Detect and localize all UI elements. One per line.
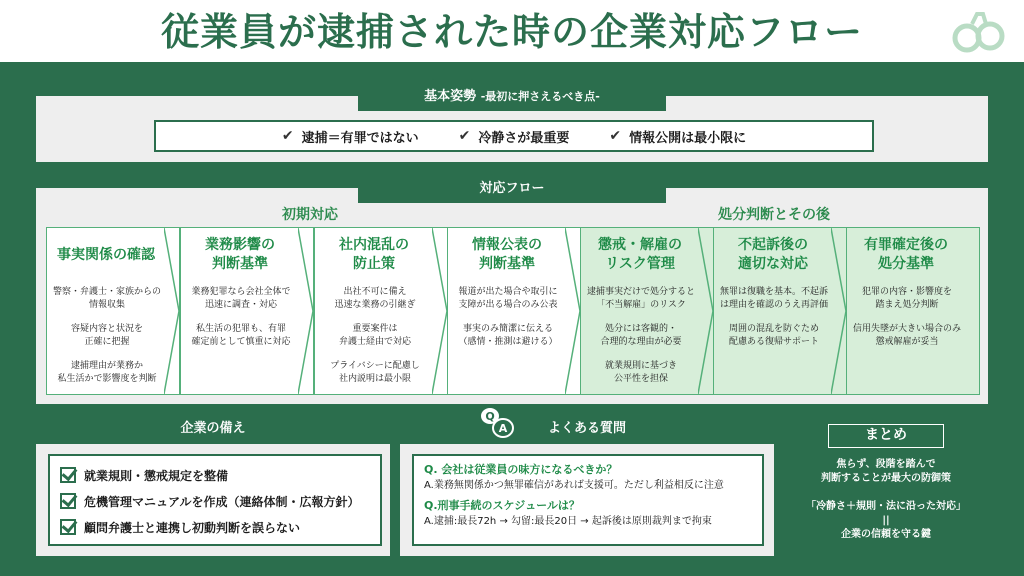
basic-stance-subtitle: -最初に押さえるべき点- — [480, 90, 600, 103]
flow-step-text: 事実のみ簡潔に伝える （感情・推測は避ける） — [458, 324, 558, 347]
prep-item-label: 就業規則・懲戒規定を整備 — [84, 468, 229, 483]
flow-step-title: 懲戒・解雇の リスク管理 — [598, 237, 682, 272]
summary-line: 企業の信頼を守る鍵 — [841, 529, 931, 540]
flow-arrow-icon — [565, 228, 581, 394]
basic-item-label: 冷静さが最重要 — [478, 130, 570, 146]
checkbox-checked-icon — [60, 519, 76, 535]
summary-line: || — [882, 515, 890, 526]
flow-step-text: 無罪は復職を基本。不起訴 は理由を確認のうえ再評価 — [719, 287, 828, 310]
prep-item-label: 危機管理マニュアルを作成（連絡体制・広報方針） — [84, 494, 360, 509]
summary-line: 「冷静さ＋規則・法に沿った対応」 — [806, 501, 966, 512]
phase-decision-label: 処分判断とその後 — [718, 207, 830, 223]
flow-step-text: 私生活の犯罪も、有罪 確定前として慎重に対応 — [191, 324, 291, 347]
flow-step-text: 逮捕事実だけで処分すると 「不当解雇」のリスク — [586, 287, 695, 310]
qa-bubble-icon — [478, 404, 518, 442]
check-icon: ✔ — [609, 128, 622, 144]
flow-step-text: 報道が出た場合や取引に 支障が出る場合のみ公表 — [458, 287, 558, 310]
summary-header: まとめ — [828, 424, 944, 448]
flow-arrow-icon — [298, 228, 314, 394]
prep-item — [60, 488, 370, 514]
faq-box — [412, 454, 764, 546]
flow-step-body — [452, 286, 564, 360]
prep-item — [60, 462, 370, 488]
flow-step-text: 出社不可に備え 迅速な業務の引継ぎ — [334, 287, 416, 310]
basic-item-label: 情報公開は最小限に — [629, 130, 747, 146]
flow-step — [180, 227, 314, 395]
flow-step-body — [585, 286, 697, 397]
basic-item — [282, 127, 419, 146]
flow-step — [713, 227, 847, 395]
svg-text:A: A — [498, 422, 508, 435]
preparation-box — [48, 454, 382, 546]
flow-step-title: 不起訴後の 適切な対応 — [738, 237, 808, 272]
flow-step-text: 犯罪の内容・影響度を 踏まえ処分判断 — [861, 287, 952, 310]
prep-item — [60, 514, 370, 540]
faq-answer: A.業務無関係かつ無罪確信があれば支援可。ただし利益相反に注意 — [424, 480, 724, 491]
flow-arrow-icon — [831, 228, 847, 394]
svg-text:Q: Q — [485, 410, 495, 423]
flow-step — [46, 227, 180, 395]
page-title: 従業員が逮捕された時の企業対応フロー — [160, 9, 863, 54]
flow-arrow-icon — [164, 228, 180, 394]
flow-step — [580, 227, 714, 395]
flow-step-body — [51, 286, 163, 397]
flow-step-title: 有罪確定後の 処分基準 — [864, 237, 948, 272]
flow-step-body — [319, 286, 431, 397]
basic-stance-header — [358, 83, 666, 111]
basic-item — [459, 127, 570, 146]
flow-step-text: 周囲の混乱を防ぐため 配慮ある復帰サポート — [728, 324, 819, 347]
flow-step-text: プライバシーに配慮し 社内説明は最小限 — [330, 361, 420, 384]
flow-step-body — [718, 286, 830, 360]
preparation-header: 企業の備え — [36, 414, 390, 444]
flow-step-text: 処分には客観的・ 合理的な理由が必要 — [600, 324, 682, 347]
handcuffs-icon — [950, 6, 1006, 56]
faq-header: よくある質問 — [400, 414, 774, 444]
basic-item — [609, 127, 746, 146]
flow-arrow-icon — [432, 228, 448, 394]
flow-step-text: 警察・弁護士・家族からの 情報収集 — [52, 287, 161, 310]
basic-item-label: 逮捕＝有罪ではない — [301, 130, 419, 146]
flow-step — [846, 227, 980, 395]
check-icon: ✔ — [458, 128, 471, 144]
basic-stance-box — [154, 120, 874, 152]
faq-answer: A.逮捕:最長72h → 勾留:最長20日 → 起訴後は原則裁判まで拘束 — [424, 516, 712, 527]
flow-step — [447, 227, 581, 395]
prep-item-label: 顧問弁護士と連携し初動判断を誤らない — [84, 520, 301, 535]
flow-step-title: 社内混乱の 防止策 — [339, 237, 409, 272]
basic-stance-title: 基本姿勢 — [424, 89, 477, 104]
flow-step-text: 逮捕理由が業務か 私生活かで影響度を判断 — [57, 361, 157, 384]
flow-step — [314, 227, 448, 395]
checkbox-checked-icon — [60, 493, 76, 509]
phase-initial-label: 初期対応 — [282, 207, 338, 223]
check-icon: ✔ — [281, 128, 294, 144]
flow-step-text: 信用失墜が大きい場合のみ 懲戒解雇が妥当 — [852, 324, 961, 347]
flow-step-title: 事実関係の確認 — [57, 247, 155, 263]
flow-step-body — [851, 286, 963, 360]
flow-step-body — [185, 286, 297, 360]
faq-question: Q.刑事手続のスケジュールは？ — [424, 499, 580, 512]
flow-step-title: 情報公表の 判断基準 — [472, 237, 542, 272]
flow-step-text: 業務犯罪なら会社全体で 迅速に調査・対応 — [191, 287, 291, 310]
flow-arrow-icon — [698, 228, 714, 394]
flow-step-text: 重要案件は 弁護士経由で対応 — [338, 324, 411, 347]
summary-line: 判断することが最大の防御策 — [821, 473, 951, 484]
flow-step-title: 業務影響の 判断基準 — [205, 237, 275, 272]
flow-header: 対応フロー — [358, 175, 666, 203]
faq-question: Q. 会社は従業員の味方になるべきか？ — [424, 463, 618, 476]
summary-panel — [784, 414, 988, 556]
checkbox-checked-icon — [60, 467, 76, 483]
flow-step-text: 容疑内容と状況を 正確に把握 — [70, 324, 143, 347]
summary-line: 焦らず、段階を踏んで — [836, 459, 936, 470]
flow-step-text: 就業規則に基づき 公平性を担保 — [604, 361, 677, 384]
